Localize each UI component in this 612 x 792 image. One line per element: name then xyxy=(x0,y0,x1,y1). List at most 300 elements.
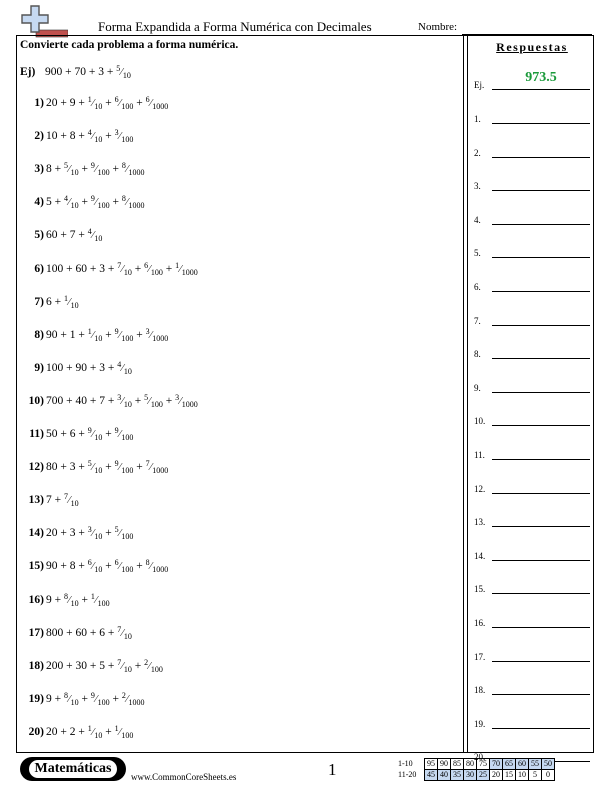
fraction-numerator: 6 xyxy=(145,95,150,104)
answer-number: 3. xyxy=(474,181,481,192)
answer-line[interactable] xyxy=(492,123,590,124)
page-title: Forma Expandida a Forma Numérica con Decimales xyxy=(98,19,372,34)
fraction-denominator: 10 xyxy=(94,135,103,145)
fraction-term xyxy=(117,392,132,409)
score-cell: 40 xyxy=(438,770,451,781)
fraction-denominator: 1000 xyxy=(128,697,145,707)
fraction-denominator: 100 xyxy=(97,598,110,608)
fraction-denominator: 10 xyxy=(123,366,132,376)
answer-line[interactable] xyxy=(492,661,590,662)
fraction-slash: ⁄ xyxy=(148,395,151,407)
logo-plus-icon xyxy=(20,4,68,38)
fraction-slash: ⁄ xyxy=(119,98,121,109)
problem-number: 17) xyxy=(28,626,44,639)
fraction-slash: ⁄ xyxy=(95,594,98,606)
fraction-term xyxy=(145,558,169,575)
fraction-slash: ⁄ xyxy=(119,462,121,474)
fraction-term xyxy=(114,95,134,111)
whole-term: 6 xyxy=(69,428,76,440)
fraction-slash: ⁄ xyxy=(92,131,94,143)
problem-row xyxy=(20,326,169,347)
fraction-numerator: 3 xyxy=(114,128,119,138)
problem-expression: 7 + 7⁄10 xyxy=(46,492,79,509)
answer-number: 11. xyxy=(474,450,485,460)
fraction-denominator: 1000 xyxy=(152,565,169,575)
fraction-term xyxy=(121,690,145,707)
fraction-slash: ⁄ xyxy=(92,230,94,242)
fraction-slash: ⁄ xyxy=(92,98,94,109)
answer-line[interactable] xyxy=(492,157,590,158)
fraction-denominator: 10 xyxy=(94,532,103,542)
fraction-denominator: 10 xyxy=(94,433,103,442)
answer-number: 18. xyxy=(474,685,486,696)
problem-expression: 50 + 6 + 9⁄10 + 9⁄100 xyxy=(46,426,134,442)
score-table xyxy=(398,758,555,781)
problem-number: 9) xyxy=(34,361,44,374)
fraction-numerator: 9 xyxy=(114,326,119,336)
fraction-denominator: 100 xyxy=(150,267,163,277)
fraction-denominator: 10 xyxy=(94,565,103,575)
score-row xyxy=(398,759,555,770)
fraction-numerator: 4 xyxy=(87,128,92,138)
whole-term: 100 xyxy=(46,262,64,275)
fraction-denominator: 100 xyxy=(121,466,134,476)
fraction-numerator: 9 xyxy=(87,426,92,435)
problem-row xyxy=(20,95,169,115)
answer-line[interactable] xyxy=(492,291,590,292)
answer-line[interactable] xyxy=(492,425,590,426)
answer-number: 8. xyxy=(474,349,481,360)
whole-term: 20 xyxy=(46,725,58,738)
fraction-slash: ⁄ xyxy=(150,462,152,474)
fraction-denominator: 10 xyxy=(94,102,103,111)
fraction-term xyxy=(114,326,134,343)
problem-number: 1) xyxy=(34,97,44,109)
answer-line[interactable] xyxy=(492,526,590,527)
fraction-numerator: 5 xyxy=(116,64,121,73)
fraction-denominator: 1000 xyxy=(152,333,169,343)
whole-term: 60 xyxy=(75,262,87,275)
answer-line[interactable] xyxy=(492,694,590,695)
problem-expression: 20 + 2 + 1⁄10 + 1⁄100 xyxy=(46,723,134,740)
fraction-numerator: 9 xyxy=(114,426,119,435)
whole-term: 70 xyxy=(74,66,86,78)
score-cell: 5 xyxy=(529,770,542,781)
answer-number: 5. xyxy=(474,248,481,259)
problem-row xyxy=(20,723,134,744)
fraction-denominator: 100 xyxy=(121,532,134,542)
problem-expression: 6 + 1⁄10 xyxy=(46,293,79,310)
score-cell: 60 xyxy=(516,759,529,770)
fraction-term xyxy=(116,64,131,80)
fraction-numerator: 7 xyxy=(117,624,122,634)
whole-term: 700 xyxy=(46,394,64,407)
fraction-slash: ⁄ xyxy=(121,362,124,374)
fraction-slash: ⁄ xyxy=(68,197,71,209)
fraction-numerator: 2 xyxy=(144,657,149,667)
answer-number: 17. xyxy=(474,651,486,662)
fraction-numerator: 9 xyxy=(90,194,95,204)
fraction-term xyxy=(144,657,163,674)
fraction-numerator: 3 xyxy=(145,326,150,336)
whole-term: 60 xyxy=(46,229,58,242)
problem-number: 5) xyxy=(34,229,44,242)
fraction-numerator: 1 xyxy=(114,723,119,733)
fraction-term xyxy=(90,161,110,178)
problem-number: 7) xyxy=(34,295,44,308)
problem-number: 18) xyxy=(28,659,44,672)
fraction-denominator: 10 xyxy=(70,201,79,211)
problem-row xyxy=(20,657,163,678)
fraction-term xyxy=(117,624,132,641)
fraction-term xyxy=(90,690,110,707)
instruction-text: Convierte cada problema a forma numérica. xyxy=(20,39,239,51)
fraction-numerator: 2 xyxy=(121,690,126,700)
whole-term: 800 xyxy=(46,626,64,639)
fraction-slash: ⁄ xyxy=(126,164,129,176)
fraction-denominator: 10 xyxy=(123,399,132,409)
fraction-numerator: 1 xyxy=(175,260,180,270)
fraction-slash: ⁄ xyxy=(68,495,71,507)
answer-line[interactable] xyxy=(492,728,590,729)
problem-row xyxy=(20,690,145,711)
fraction-term xyxy=(121,161,145,178)
fraction-slash: ⁄ xyxy=(68,594,71,606)
fraction-denominator: 1000 xyxy=(152,466,169,476)
fraction-denominator: 10 xyxy=(70,697,79,707)
fraction-term xyxy=(87,426,103,442)
example-answer xyxy=(474,72,594,90)
fraction-numerator: 6 xyxy=(87,558,92,568)
fraction-denominator: 10 xyxy=(70,168,79,178)
fraction-slash: ⁄ xyxy=(121,627,124,639)
whole-term: 100 xyxy=(46,361,64,374)
score-cell: 70 xyxy=(490,759,503,770)
answer-line[interactable] xyxy=(492,627,590,628)
answer-line[interactable] xyxy=(492,459,590,460)
answer-line[interactable] xyxy=(492,392,590,393)
fraction-term xyxy=(175,392,198,409)
fraction-numerator: 4 xyxy=(87,227,92,237)
problem-expression: 9 + 8⁄10 + 9⁄100 + 2⁄1000 xyxy=(46,690,145,707)
answer-number: 6. xyxy=(474,282,481,292)
fraction-numerator: 1 xyxy=(64,293,68,303)
score-range-label: 1-10 xyxy=(398,759,413,768)
score-cell: 65 xyxy=(503,759,516,770)
column-divider xyxy=(463,35,468,753)
fraction-slash: ⁄ xyxy=(148,660,151,672)
whole-term: 3 xyxy=(99,361,105,374)
fraction-slash: ⁄ xyxy=(92,429,94,440)
fraction-numerator: 4 xyxy=(64,194,68,204)
whole-term: 5 xyxy=(99,659,105,672)
problem-number: 3) xyxy=(34,163,44,176)
fraction-denominator: 100 xyxy=(121,102,134,111)
whole-term: 5 xyxy=(46,196,52,209)
answer-number: 2. xyxy=(474,147,481,158)
answer-line[interactable] xyxy=(492,224,590,225)
fraction-numerator: 4 xyxy=(117,359,122,369)
fraction-numerator: 6 xyxy=(144,260,149,270)
problem-expression: 100 + 90 + 3 + 4⁄10 xyxy=(46,359,132,376)
problem-expression: 10 + 8 + 4⁄10 + 3⁄100 xyxy=(46,128,134,145)
answer-number: 19. xyxy=(474,718,486,729)
problem-row xyxy=(20,558,169,578)
fraction-term xyxy=(114,459,134,476)
fraction-numerator: 5 xyxy=(114,525,119,535)
whole-term: 6 xyxy=(99,626,105,639)
fraction-term xyxy=(64,161,79,178)
fraction-slash: ⁄ xyxy=(68,296,71,308)
whole-term: 20 xyxy=(46,97,58,109)
fraction-denominator: 10 xyxy=(94,333,103,343)
score-cell: 20 xyxy=(490,770,503,781)
problem-row xyxy=(20,260,198,281)
fraction-slash: ⁄ xyxy=(126,197,129,209)
answer-line[interactable] xyxy=(492,358,590,359)
fraction-slash: ⁄ xyxy=(92,329,94,341)
problem-expression: 9 + 8⁄10 + 1⁄100 xyxy=(46,591,110,608)
problem-row xyxy=(20,459,169,479)
fraction-slash: ⁄ xyxy=(92,528,94,540)
score-cell: 85 xyxy=(451,759,464,770)
problem-row xyxy=(20,525,134,545)
fraction-term xyxy=(87,723,103,740)
fraction-denominator: 10 xyxy=(70,598,79,608)
answer-number: 4. xyxy=(474,214,481,225)
fraction-slash: ⁄ xyxy=(119,528,121,540)
fraction-denominator: 100 xyxy=(150,399,163,409)
score-cell: 90 xyxy=(438,759,451,770)
fraction-slash: ⁄ xyxy=(119,561,121,573)
fraction-numerator: 9 xyxy=(114,459,119,469)
fraction-slash: ⁄ xyxy=(95,693,98,705)
fraction-numerator: 3 xyxy=(87,525,92,535)
whole-term: 2 xyxy=(69,725,76,738)
fraction-term xyxy=(64,194,79,211)
fraction-term xyxy=(87,128,103,145)
fraction-denominator: 1000 xyxy=(181,267,198,277)
fraction-slash: ⁄ xyxy=(179,263,182,275)
problem-row xyxy=(20,591,110,612)
fraction-numerator: 9 xyxy=(90,161,95,171)
example-answer-value: 973.5 xyxy=(525,70,557,85)
problem-row xyxy=(20,426,134,446)
fraction-term xyxy=(114,525,134,542)
problem-expression: 20 + 3 + 3⁄10 + 5⁄100 xyxy=(46,525,134,542)
problem-expression: 900 + 70 + 3 + 5⁄10 xyxy=(45,64,131,80)
fraction-term xyxy=(87,558,103,575)
whole-term: 60 xyxy=(75,626,87,639)
subject-badge xyxy=(20,757,126,781)
fraction-term xyxy=(64,492,79,509)
problem-expression: 90 + 1 + 1⁄10 + 9⁄100 + 3⁄1000 xyxy=(46,326,169,343)
whole-term: 8 xyxy=(46,163,52,176)
answer-number: 10. xyxy=(474,416,486,427)
fraction-term xyxy=(144,392,163,409)
fraction-slash: ⁄ xyxy=(126,693,129,705)
answer-line[interactable] xyxy=(492,325,590,326)
fraction-term xyxy=(64,591,79,608)
whole-term: 9 xyxy=(46,692,52,705)
problem-expression: 20 + 9 + 1⁄10 + 6⁄100 + 6⁄1000 xyxy=(46,95,169,111)
fraction-numerator: 1 xyxy=(87,95,92,104)
whole-term: 6 xyxy=(46,295,52,308)
fraction-denominator: 10 xyxy=(123,267,132,277)
fraction-term xyxy=(145,95,169,111)
fraction-numerator: 7 xyxy=(117,260,122,270)
fraction-slash: ⁄ xyxy=(95,197,98,209)
score-cell: 80 xyxy=(464,759,477,770)
fraction-slash: ⁄ xyxy=(120,67,123,78)
whole-term: 200 xyxy=(46,659,64,672)
fraction-denominator: 100 xyxy=(121,565,134,575)
fraction-numerator: 8 xyxy=(121,194,126,204)
fraction-numerator: 3 xyxy=(175,392,180,402)
fraction-slash: ⁄ xyxy=(92,561,94,573)
whole-term: 7 xyxy=(46,494,52,507)
problem-row xyxy=(20,293,79,314)
fraction-numerator: 1 xyxy=(90,591,95,601)
fraction-term xyxy=(175,260,198,277)
score-cell: 0 xyxy=(542,770,555,781)
answer-line[interactable] xyxy=(492,560,590,561)
answer-line[interactable] xyxy=(492,493,590,494)
fraction-term xyxy=(145,459,169,476)
problem-row xyxy=(20,161,145,181)
fraction-denominator: 10 xyxy=(70,300,79,310)
problem-number: 15) xyxy=(28,560,44,573)
fraction-term xyxy=(87,227,103,244)
fraction-term xyxy=(87,326,103,343)
score-cell: 75 xyxy=(477,759,490,770)
problem-number: 8) xyxy=(34,328,44,341)
name-label: Nombre: xyxy=(418,21,458,33)
fraction-denominator: 100 xyxy=(121,135,134,145)
whole-term: 8 xyxy=(69,130,76,143)
fraction-denominator: 10 xyxy=(123,664,132,674)
fraction-term xyxy=(87,459,103,476)
fraction-denominator: 10 xyxy=(94,466,103,476)
fraction-slash: ⁄ xyxy=(119,429,121,440)
fraction-slash: ⁄ xyxy=(150,329,152,341)
fraction-term xyxy=(145,326,169,343)
answer-number: 16. xyxy=(474,618,486,628)
fraction-term xyxy=(87,95,103,111)
answer-line[interactable] xyxy=(492,257,590,258)
score-cell: 25 xyxy=(477,770,490,781)
fraction-term xyxy=(64,690,79,707)
fraction-numerator: 6 xyxy=(114,95,119,104)
problem-expression: 60 + 7 + 4⁄10 xyxy=(46,227,103,244)
score-cell: 30 xyxy=(464,770,477,781)
answer-number: 1. xyxy=(474,114,481,124)
answer-number: 12. xyxy=(474,483,486,494)
answers-title: Respuestas xyxy=(496,40,568,54)
fraction-denominator: 10 xyxy=(123,631,132,641)
problem-row xyxy=(20,492,79,512)
fraction-numerator: 5 xyxy=(87,459,92,469)
problem-number: 14) xyxy=(28,527,44,540)
fraction-term xyxy=(144,260,163,277)
whole-term: 7 xyxy=(99,394,105,407)
answer-number: 20. xyxy=(474,752,486,763)
problem-number: 11) xyxy=(29,428,44,440)
score-cell: 15 xyxy=(503,770,516,781)
problem-number: 2) xyxy=(34,130,44,143)
fraction-slash: ⁄ xyxy=(119,329,121,341)
fraction-denominator: 100 xyxy=(97,697,110,707)
problem-number: 10) xyxy=(28,394,44,407)
fraction-term xyxy=(114,426,134,442)
fraction-term xyxy=(117,657,132,674)
problem-row xyxy=(20,128,134,148)
subject-label: Matemáticas xyxy=(29,760,118,778)
problem-number: 20) xyxy=(28,725,44,738)
fraction-numerator: 3 xyxy=(117,392,122,402)
whole-term: 3 xyxy=(99,262,105,275)
problem-number: 6) xyxy=(34,262,44,275)
fraction-term xyxy=(114,128,134,145)
answer-number: 14. xyxy=(474,550,486,561)
problem-expression: 200 + 30 + 5 + 7⁄10 + 2⁄100 xyxy=(46,657,163,674)
fraction-slash: ⁄ xyxy=(92,726,94,738)
score-cell: 95 xyxy=(425,759,438,770)
fraction-denominator: 10 xyxy=(94,234,103,244)
whole-term: 10 xyxy=(46,130,58,143)
problem-number: 13) xyxy=(28,494,44,507)
fraction-numerator: 8 xyxy=(64,591,68,601)
whole-term: 40 xyxy=(75,394,87,407)
score-cell: 55 xyxy=(529,759,542,770)
fraction-numerator: 8 xyxy=(145,558,150,568)
problem-expression: 100 + 60 + 3 + 7⁄10 + 6⁄100 + 1⁄1000 xyxy=(46,260,198,277)
fraction-term xyxy=(117,359,132,376)
fraction-slash: ⁄ xyxy=(179,395,182,407)
answer-number: 13. xyxy=(474,517,486,528)
answer-number: 9. xyxy=(474,382,481,393)
fraction-denominator: 100 xyxy=(97,201,110,211)
whole-term: 8 xyxy=(69,560,76,573)
problem-expression: 700 + 40 + 7 + 3⁄10 + 5⁄100 + 3⁄1000 xyxy=(46,392,198,409)
fraction-slash: ⁄ xyxy=(119,131,121,143)
score-cell: 45 xyxy=(425,770,438,781)
answer-line[interactable] xyxy=(492,190,590,191)
score-range-label: 11-20 xyxy=(398,770,417,779)
whole-term: 90 xyxy=(75,361,87,374)
example-label: Ej) xyxy=(20,66,36,78)
answer-number: 7. xyxy=(474,315,481,326)
whole-term: 20 xyxy=(46,527,58,540)
fraction-denominator: 10 xyxy=(122,71,131,80)
fraction-denominator: 100 xyxy=(121,433,134,442)
problem-expression: 5 + 4⁄10 + 9⁄100 + 8⁄1000 xyxy=(46,194,145,211)
whole-term: 3 xyxy=(98,66,104,78)
whole-term: 1 xyxy=(69,328,76,341)
fraction-denominator: 10 xyxy=(70,499,79,509)
score-cell: 35 xyxy=(451,770,464,781)
whole-term: 7 xyxy=(69,229,76,242)
fraction-numerator: 9 xyxy=(90,690,95,700)
fraction-numerator: 5 xyxy=(144,392,149,402)
answer-line[interactable] xyxy=(492,593,590,594)
score-cell: 50 xyxy=(542,759,555,770)
fraction-numerator: 1 xyxy=(87,723,92,733)
whole-term: 3 xyxy=(69,527,76,540)
whole-term: 30 xyxy=(75,659,87,672)
fraction-slash: ⁄ xyxy=(121,263,124,275)
fraction-denominator: 1000 xyxy=(152,102,169,111)
